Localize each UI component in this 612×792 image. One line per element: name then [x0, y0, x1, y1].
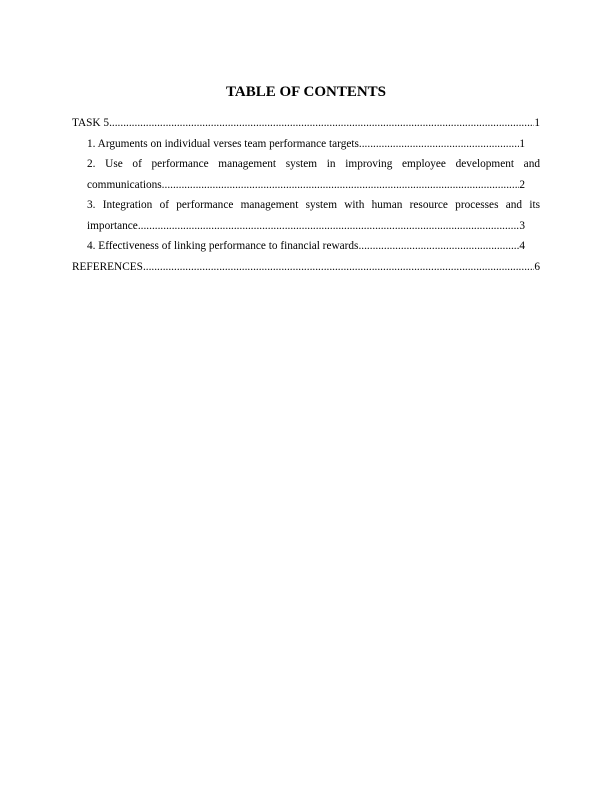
- toc-page-number: 3: [519, 219, 525, 232]
- toc-entry-2-line1[interactable]: [72, 154, 540, 175]
- dot-leader: [359, 134, 519, 155]
- toc-entry-3-line1[interactable]: [72, 195, 540, 216]
- toc-entry-2[interactable]: [72, 175, 525, 196]
- dot-leader: [143, 257, 534, 278]
- dot-leader: [138, 216, 520, 237]
- toc-entry-references[interactable]: [72, 257, 540, 278]
- toc-page-number: 6: [534, 260, 540, 273]
- toc-entry-task5[interactable]: [72, 113, 540, 134]
- table-of-contents: [72, 113, 540, 277]
- dot-leader: [358, 236, 519, 257]
- toc-page-number: 1: [519, 137, 525, 150]
- page-title: TABLE OF CONTENTS: [225, 84, 387, 100]
- toc-page-number: 1: [534, 117, 540, 129]
- toc-page-number: 2: [519, 178, 525, 191]
- toc-entry-label: importance: [87, 219, 138, 232]
- toc-entry-label: 3. Integration of performance management system with human resource processes and its: [87, 199, 540, 211]
- toc-entry-label: 1. Arguments on individual verses team performance targets: [87, 137, 359, 150]
- toc-entry-label: REFERENCES: [72, 260, 143, 273]
- toc-entry-label: communications: [87, 178, 162, 191]
- toc-entry-3[interactable]: [72, 216, 525, 237]
- toc-entry-1[interactable]: [72, 134, 525, 155]
- toc-entry-label: 2. Use of performance management system in improving employee development and: [87, 158, 540, 170]
- toc-entry-label: TASK 5: [72, 117, 110, 129]
- dot-leader: [109, 113, 534, 134]
- toc-page-number: 4: [519, 240, 525, 252]
- toc-entry-4[interactable]: [72, 236, 525, 257]
- toc-entry-label: 4. Effectiveness of linking performance to financial rewards: [87, 240, 359, 252]
- dot-leader: [162, 175, 520, 196]
